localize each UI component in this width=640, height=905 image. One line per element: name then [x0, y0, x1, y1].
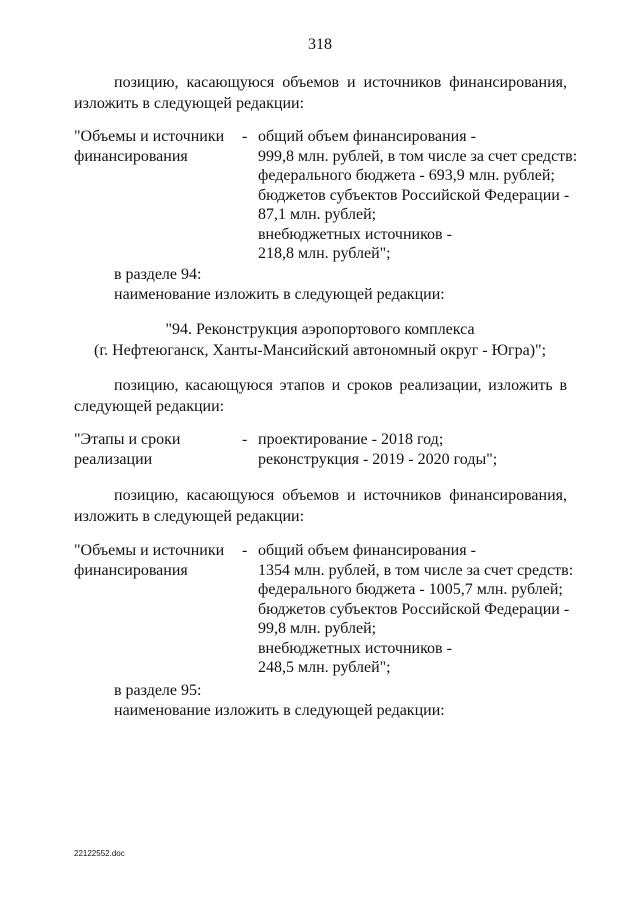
table-value-line: 248,5 млн. рублей";	[258, 659, 391, 676]
paragraph-financing-intro-1	[74, 72, 567, 114]
table-values	[258, 127, 577, 264]
financing-table-2	[74, 541, 574, 681]
table-label	[74, 541, 224, 580]
table-value-line: общий объем финансирования -	[258, 542, 476, 559]
table-value-line: общий объем финансирования -	[258, 128, 476, 145]
table-value-line: 87,1 млн. рублей;	[258, 206, 377, 223]
table-dash: -	[242, 542, 248, 559]
paragraph-line: позицию, касающуюся объемов и источников финансирования,	[114, 74, 567, 91]
section-94-heading	[114, 265, 445, 305]
section-line: наименование изложить в следующей редакции:	[114, 286, 445, 303]
table-label-line: финансирования	[74, 147, 188, 165]
financing-table-1	[74, 127, 578, 267]
table-values	[258, 430, 497, 469]
table-value-line: 999,8 млн. рублей, в том числе за счет средств:	[258, 147, 578, 165]
title-line: (г. Нефтеюганск, Ханты-Мансийский автономный округ - Югра)";	[93, 342, 547, 359]
table-value-line: проектирование - 2018 год;	[258, 431, 444, 448]
stages-table	[74, 430, 574, 472]
table-label-line: реализации	[74, 450, 153, 468]
table-value-line: бюджетов субъектов Российской Федерации -	[258, 186, 570, 204]
table-value-line: 99,8 млн. рублей;	[258, 620, 377, 637]
table-value-line: внебюджетных источников -	[258, 639, 452, 657]
page-number: 318	[308, 36, 332, 53]
table-value-line: бюджетов субъектов Российской Федерации -	[258, 600, 570, 618]
table-label	[74, 430, 180, 469]
section-line: в разделе 95:	[114, 682, 202, 699]
paragraph-stages-intro	[74, 375, 567, 417]
table-label-line: "Объемы и источники	[74, 542, 225, 559]
table-label-line: "Этапы и сроки	[74, 431, 181, 448]
table-value-line: федерального бюджета - 693,9 млн. рублей;	[258, 167, 555, 184]
table-values	[258, 541, 573, 678]
document-filename: 22122552.doc	[74, 849, 125, 858]
table-value-line: федерального бюджета - 1005,7 млн. рублей;	[258, 581, 563, 598]
table-dash: -	[242, 431, 248, 448]
section-95-heading	[114, 681, 445, 721]
table-label-line: "Объемы и источники	[74, 128, 225, 145]
table-value-line: реконструкция - 2019 - 2020 годы";	[258, 450, 498, 468]
section-94-title	[0, 319, 640, 361]
section-line: наименование изложить в следующей редакции:	[114, 702, 445, 719]
table-label	[74, 127, 224, 166]
table-value-line: 1354 млн. рублей, в том числе за счет средств:	[258, 561, 574, 579]
paragraph-line: изложить в следующей редакции:	[74, 95, 305, 112]
paragraph-financing-intro-2	[74, 485, 567, 527]
title-line: "94. Реконструкция аэропортового комплекса	[165, 321, 475, 338]
table-value-line: внебюджетных источников -	[258, 225, 452, 243]
section-line: в разделе 94:	[114, 266, 202, 283]
table-label-line: финансирования	[74, 561, 188, 579]
paragraph-line: позицию, касающуюся этапов и сроков реализации, изложить в	[114, 377, 567, 394]
paragraph-line: изложить в следующей редакции:	[74, 508, 305, 525]
table-value-line: 218,8 млн. рублей";	[258, 245, 391, 262]
paragraph-line: следующей редакции:	[74, 398, 225, 415]
paragraph-line: позицию, касающуюся объемов и источников финансирования,	[114, 487, 567, 504]
table-dash: -	[242, 128, 248, 145]
